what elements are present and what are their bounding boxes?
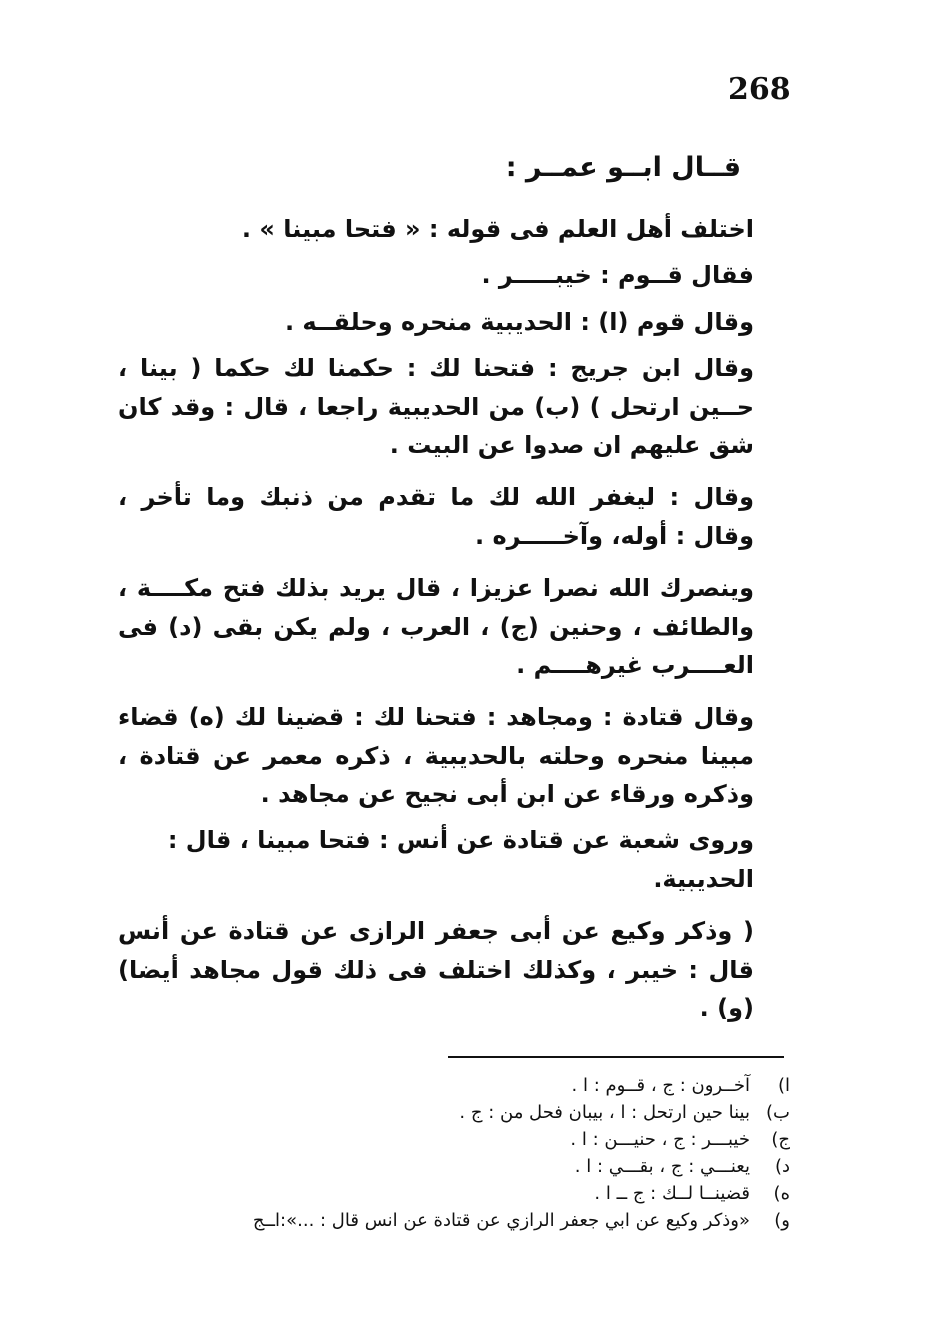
footnote-label: و) [774, 1210, 790, 1231]
footnote-item [100, 1126, 790, 1153]
footnote-text: آخــرون : ج ، قــوم : ا . [571, 1075, 750, 1096]
page-number: 268 [728, 72, 791, 107]
footnote-label: ا) [777, 1075, 790, 1096]
footnote-item [100, 1207, 790, 1234]
footnote-text: يعنـــي : ج ، بقـــي : ا . [574, 1156, 750, 1177]
footnote-divider [448, 1056, 784, 1058]
paragraph-3: وقال قوم (ا) : الحديبية منحره وحلقــه . [284, 307, 754, 336]
footnotes [100, 1072, 790, 1234]
paragraph-4: وقال ابن جريج : فتحنا لك : حكمنا لك حكما ( بينا ، حــين ارتحل ) (ب) من الحديبية راجعا ، قال : وقد كان شق عليهم ان صدوا عن البيت . [118, 354, 754, 459]
paragraph-6: وينصرك الله نصرا عزيزا ، قال يريد بذلك فتح مكــــة ، والطائف ، وحنين (ج) ، العرب ، ولم يكن بقى (د) فى العــــرب غيرهــــم . [118, 574, 754, 679]
paragraph-1: اختلف أهل العلم فى قوله : « فتحا مبينا » . [241, 215, 754, 243]
footnote-item [100, 1072, 790, 1099]
paragraph-2: فقال قــوم : خيبـــــر . [481, 261, 754, 290]
footnote-label: ه) [773, 1183, 790, 1204]
footnote-label: د) [774, 1156, 790, 1177]
footnote-text: خيبـــر : ج ، حنيـــن : ا . [570, 1129, 750, 1150]
paragraph-7: وقال قتادة : ومجاهد : فتحنا لك : قضينا لك (ه) قضاء مبينا منحره وحلته بالحديبية ، ذكره معمر عن قتادة ، وذكره ورقاء عن ابن أبى نجيح عن مجاهد . [118, 703, 754, 809]
footnote-item [100, 1180, 790, 1207]
main-text [118, 210, 790, 1035]
paragraph-8: وروى شعبة عن قتادة عن أنس : فتحا مبينا ، قال : الحديبية. [167, 826, 754, 893]
footnote-label: ب) [766, 1102, 790, 1123]
paragraph-5: وقال : ليغفر الله لك ما تقدم من ذنبك وما تأخر ، وقال : أوله، وآخـــــره . [118, 483, 754, 550]
paragraph-9: ( وذكر وكيع عن أبى جعفر الرازى عن قتادة عن أنس قال : خيبر ، وكذلك اختلف فى ذلك قول مجاهد أيضا) (و) . [118, 917, 754, 1023]
section-heading: قــال ابــو عمــر : [505, 152, 741, 183]
footnote-item [100, 1099, 790, 1126]
footnote-item [100, 1153, 790, 1180]
footnote-text: «وذكر وكيع عن ابي جعفر الرازي عن قتادة عن انس قال : ...»:اــج [252, 1210, 750, 1231]
footnote-label: ج) [771, 1129, 790, 1150]
footnote-text: بينا حين ارتحل : ا ، بيبان فحل من : ج . [459, 1102, 750, 1123]
footnote-text: قضينــا لــك : ج ــ ا . [594, 1183, 750, 1204]
